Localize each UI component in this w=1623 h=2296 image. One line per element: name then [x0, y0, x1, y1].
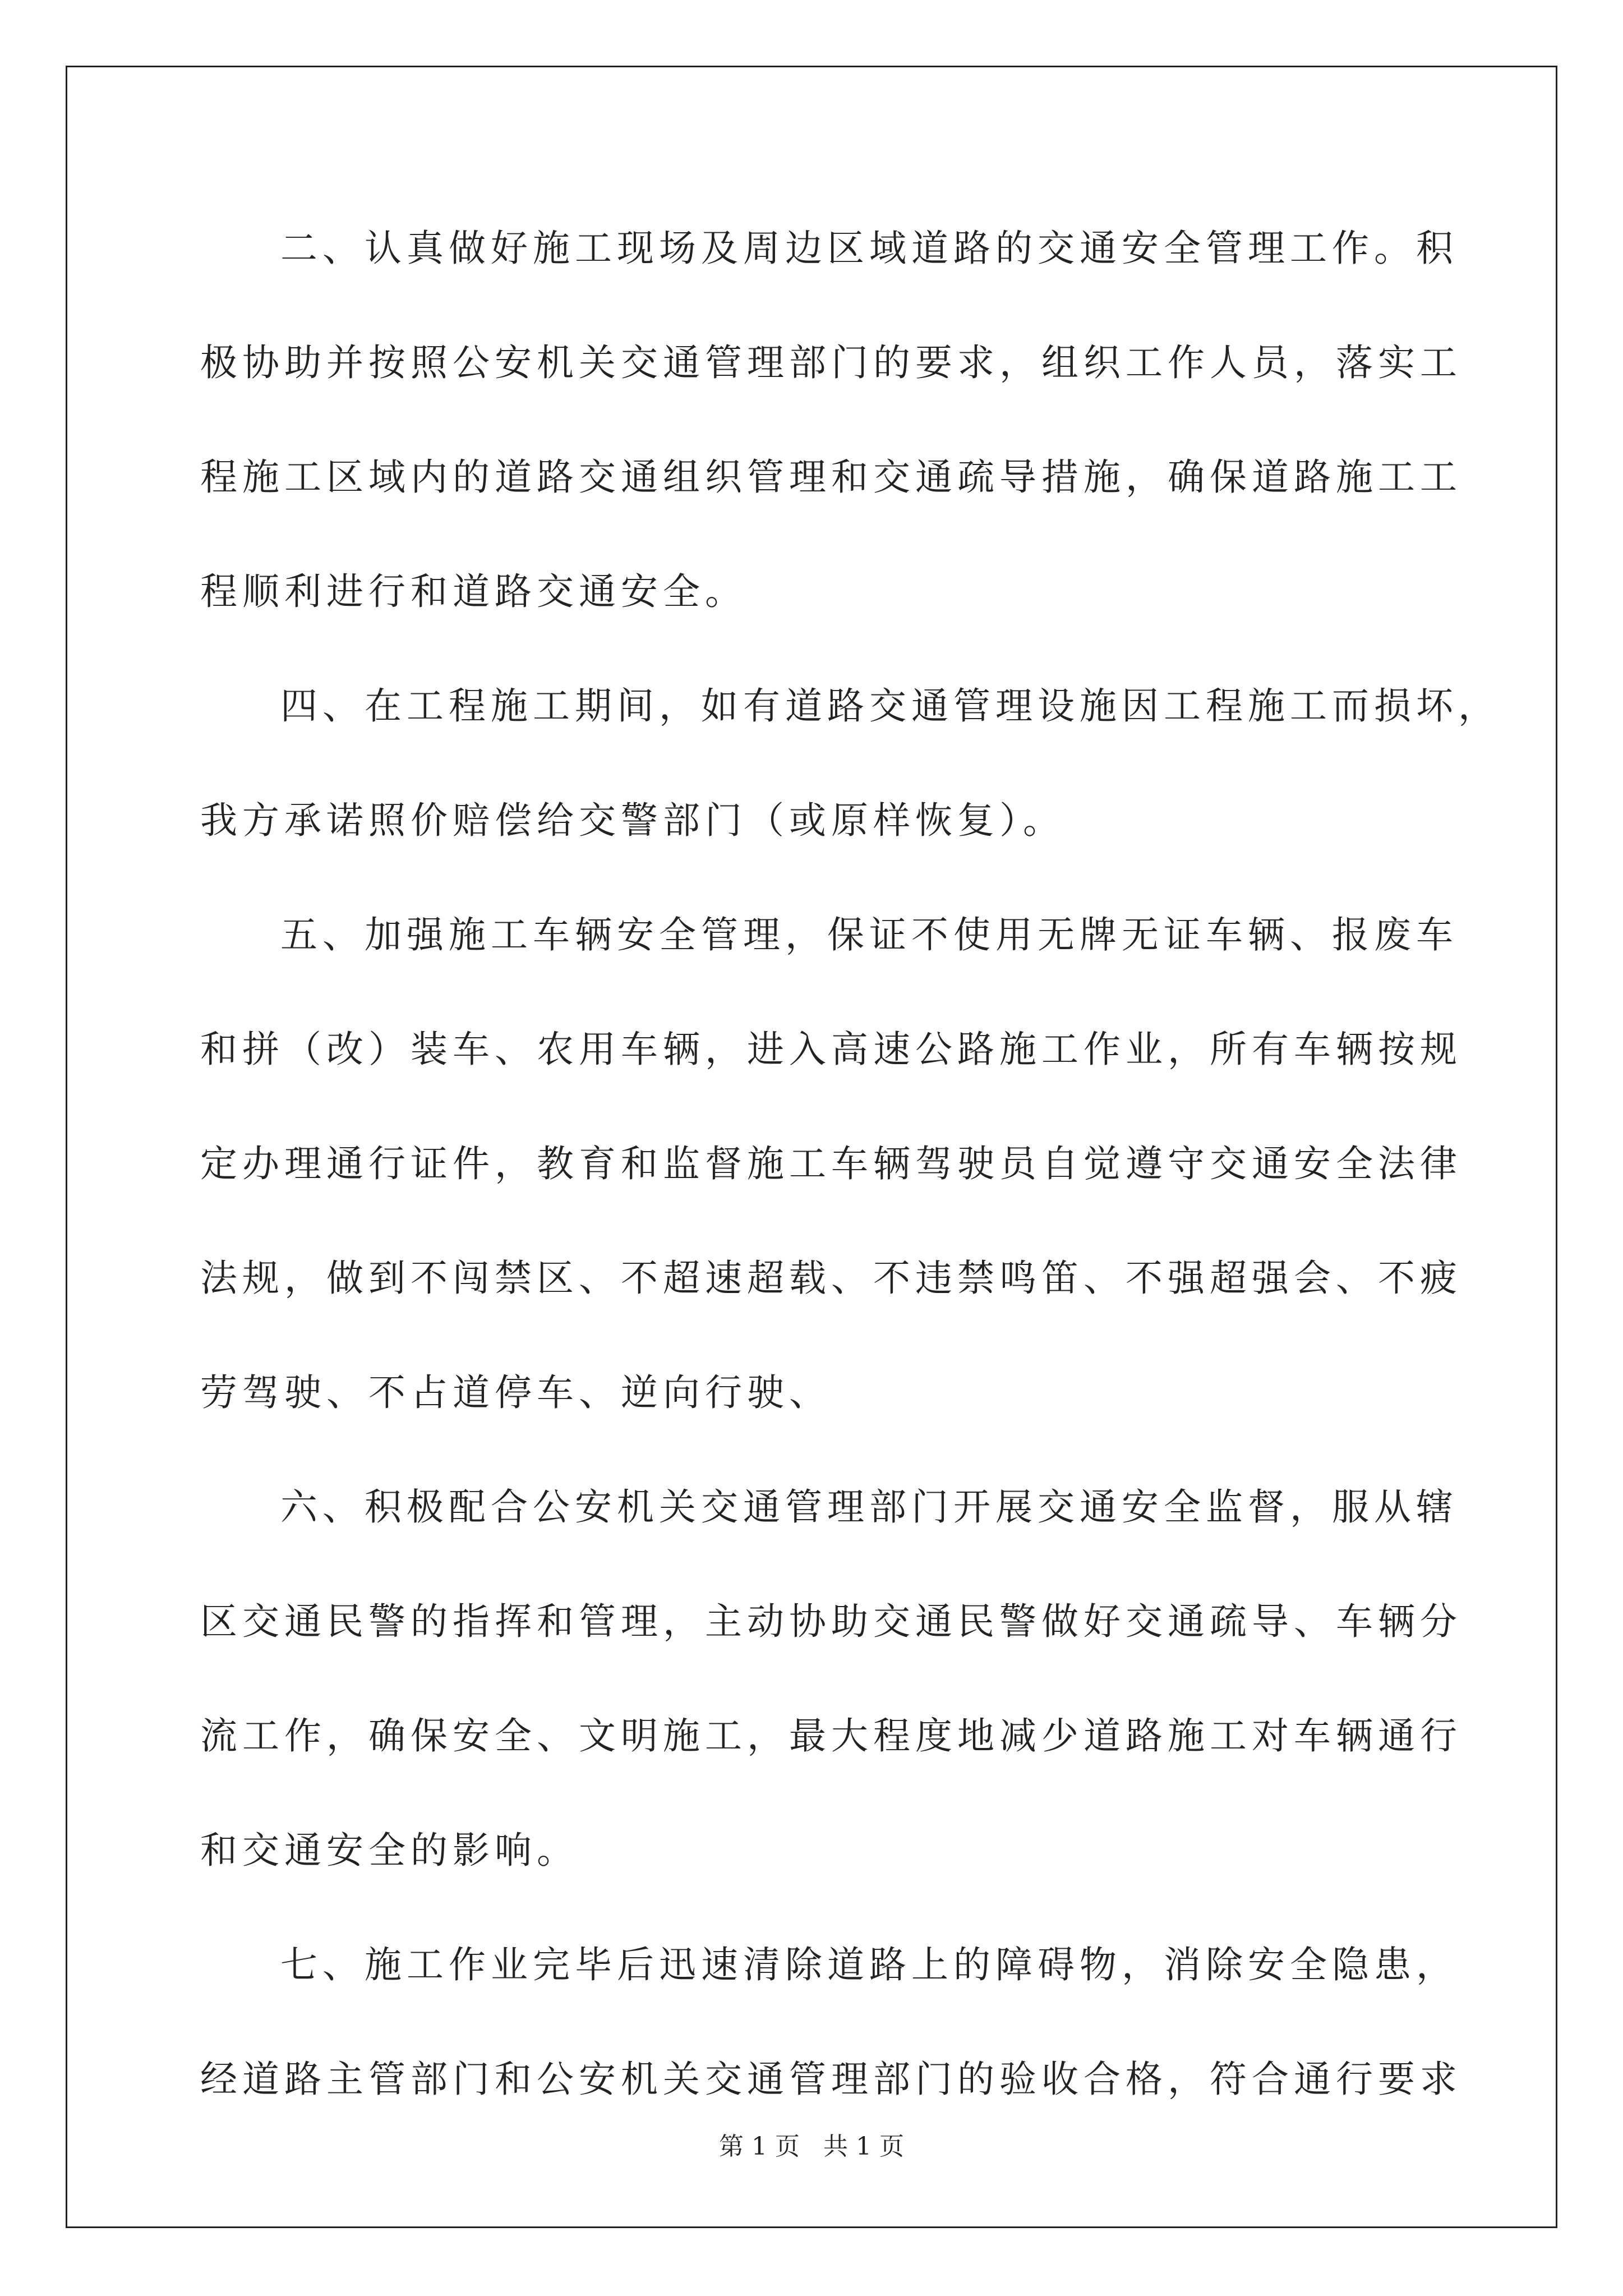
paragraph-5-line-2: 和拼（改）装车、农用车辆，进入高速公路施工作业，所有车辆按规 [200, 1028, 1462, 1071]
paragraph-2-line-1: 二、认真做好施工现场及周边区域道路的交通安全管理工作。积 [280, 227, 1458, 270]
paragraph-5-line-4: 法规，做到不闯禁区、不超速超载、不违禁鸣笛、不强超强会、不疲 [200, 1257, 1462, 1300]
paragraph-4-line-1: 四、在工程施工期间，如有道路交通管理设施因工程施工而损坏， [280, 684, 1500, 728]
paragraph-5-line-1: 五、加强施工车辆安全管理，保证不使用无牌无证车辆、报废车 [280, 913, 1458, 956]
paragraph-6-line-3: 流工作，确保安全、文明施工，最大程度地减少道路施工对车辆通行 [200, 1714, 1462, 1757]
paragraph-7-line-1: 七、施工作业完毕后迅速清除道路上的障碍物，消除安全隐患， [280, 1943, 1458, 1986]
paragraph-2-line-4: 程顺利进行和道路交通安全。 [200, 570, 747, 613]
paragraph-2-line-3: 程施工区域内的道路交通组织管理和交通疏导措施，确保道路施工工 [200, 455, 1462, 499]
page-footer: 第 1 页 共 1 页 [719, 2132, 904, 2161]
paragraph-7-line-2: 经道路主管部门和公安机关交通管理部门的验收合格，符合通行要求 [200, 2058, 1462, 2101]
paragraph-5-line-5: 劳驾驶、不占道停车、逆向行驶、 [200, 1371, 831, 1414]
paragraph-4-line-2: 我方承诺照价赔偿给交警部门（或原样恢复）。 [200, 799, 1065, 842]
paragraph-6-line-2: 区交通民警的指挥和管理，主动协助交通民警做好交通疏导、车辆分 [200, 1600, 1462, 1643]
paragraph-6-line-1: 六、积极配合公安机关交通管理部门开展交通安全监督，服从辖 [280, 1485, 1458, 1529]
paragraph-2-line-2: 极协助并按照公安机关交通管理部门的要求，组织工作人员，落实工 [200, 341, 1462, 384]
paragraph-6-line-4: 和交通安全的影响。 [200, 1829, 579, 1872]
paragraph-5-line-3: 定办理通行证件，教育和监督施工车辆驾驶员自觉遵守交通安全法律 [200, 1142, 1462, 1185]
